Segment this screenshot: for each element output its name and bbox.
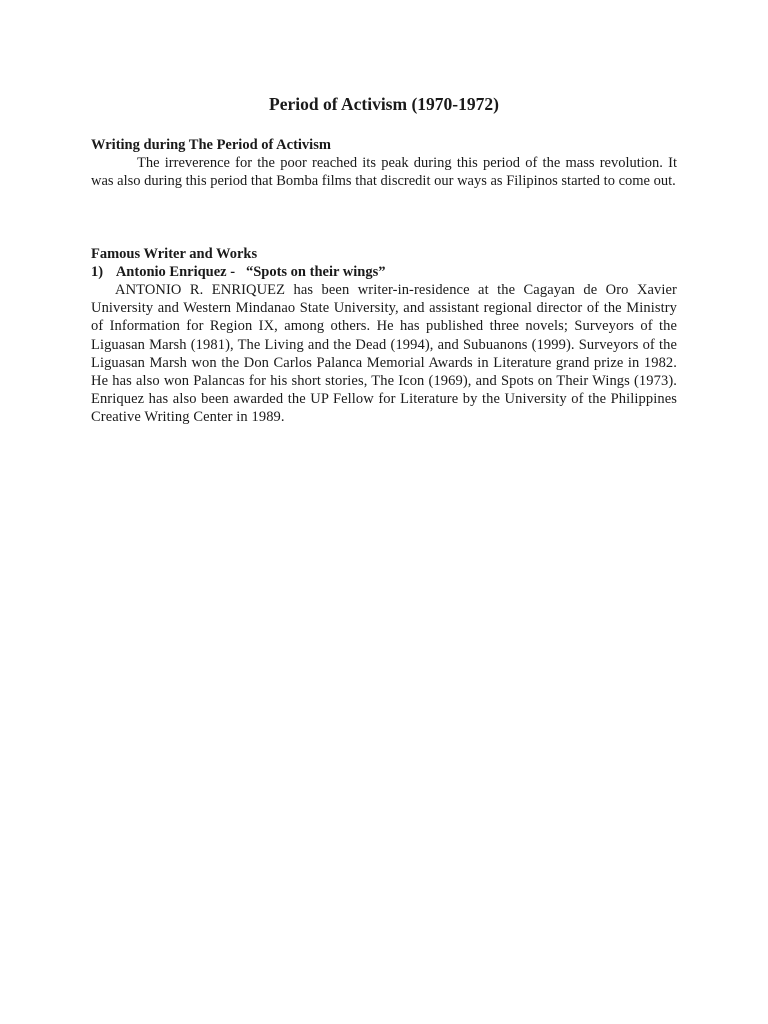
section-paragraph-writing: The irreverence for the poor reached its peak during this period of the mass revolution. It was also during this period that Bomba films that discredit our ways as Filipinos started to come out. [91, 155, 677, 190]
list-item [91, 263, 385, 281]
list-item-number: 1) [91, 264, 104, 280]
work-title: “Spots on their wings” [245, 264, 386, 280]
author-bio: ANTONIO R. ENRIQUEZ has been writer-in-residence at the Cagayan de Oro Xavier University and Western Mindanao State University, and assistant regional director of the Ministry of Information for Region IX, among others. He has published three novels; Surveyors of the Liguasan Marsh (1981), The Living and the Dead (1994), and Subuanons (1999). Surveyors of the Liguasan Marsh won the Don Carlos Palanca Memorial Awards in Literature grand prize in 1982. He has also won Palancas for his short stories, The Icon (1969), and Spots on Their Wings (1973). Enriquez has also been awarded the UP Fellow for Literature by the University of the Philippines Creative Writing Center in 1989. [91, 282, 677, 426]
author-name: Antonio Enriquez - [115, 264, 236, 280]
section-heading-famous-writers: Famous Writer and Works [91, 246, 258, 262]
section-heading-writing: Writing during The Period of Activism [91, 137, 331, 153]
page-title: Period of Activism (1970-1972) [269, 94, 499, 114]
